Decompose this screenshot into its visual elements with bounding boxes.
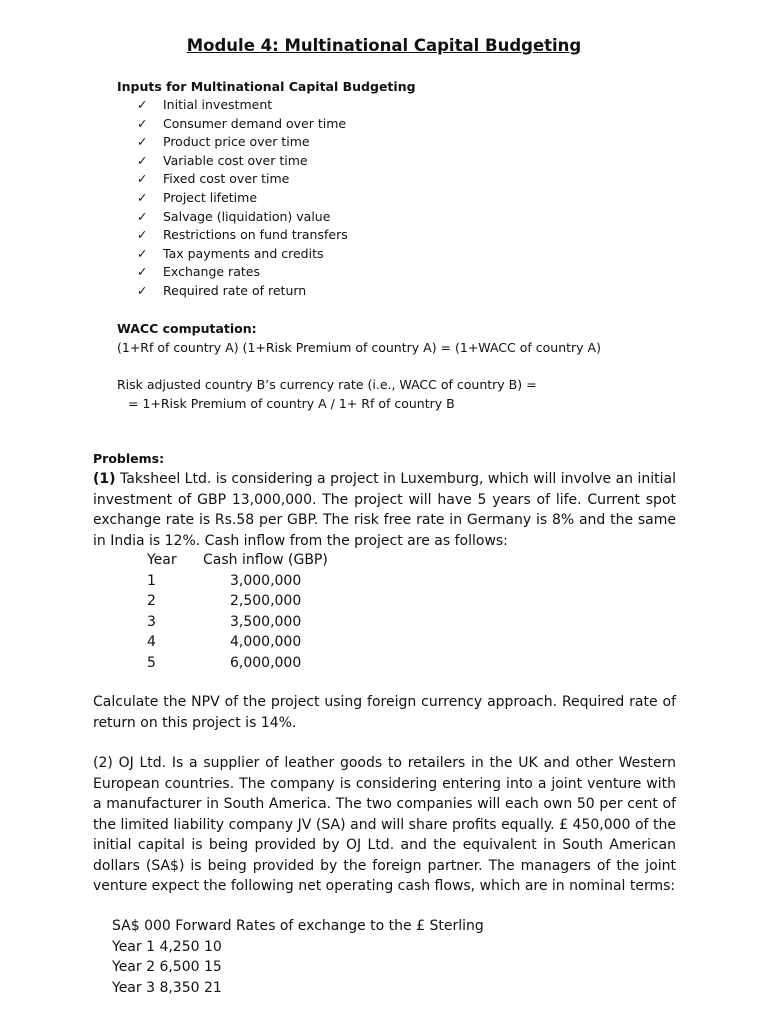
problem-2-table — [112, 916, 484, 998]
page-title: Module 4: Multinational Capital Budgeting — [186, 36, 582, 55]
list-item: ✓ Tax payments and credits — [137, 245, 348, 264]
checkmark-icon: ✓ — [137, 97, 148, 112]
risk-adjusted-line-2: = 1+Risk Premium of country A / 1+ Rf of country B — [128, 396, 455, 411]
inputs-heading: Inputs for Multinational Capital Budgeting — [117, 79, 416, 94]
problem-1-text: (1) Taksheel Ltd. is considering a project in Luxemburg, which will involve an initial investment of GBP 13,000,000. The project will have 5 years of life. Current spot exchange rate is Rs.58 per GBP. The risk free rate in Germany is 8% and the same in India is 12%. Cash inflow from the project are as follows: — [93, 471, 676, 549]
checkmark-icon: ✓ — [137, 227, 148, 243]
list-item: ✓ Project lifetime — [137, 189, 348, 208]
checkmark-icon: ✓ — [137, 134, 148, 150]
table-row: Year 2 6,500 15 — [112, 959, 222, 975]
checkmark-icon: ✓ — [137, 115, 148, 131]
problems-heading: Problems: — [93, 451, 165, 466]
wacc-heading: WACC computation: — [117, 321, 257, 336]
column-header-cash-inflow: Cash inflow (GBP) — [203, 552, 328, 568]
list-item: ✓ Salvage (liquidation) value — [137, 208, 348, 227]
list-item: ✓ Consumer demand over time — [137, 115, 348, 134]
list-item: ✓ Initial investment — [137, 96, 348, 115]
problem-2-text: (2) OJ Ltd. Is a supplier of leather goods to retailers in the UK and other Western European countries. The company is considering entering into a joint venture with a manufacturer in South America. The two companies will each own 50 per cent of the limited liability company JV (SA) and will share profits equally. £ 450,000 of the initial capital is being provided by OJ Ltd. and the equivalent in South American dollars (SA$) is being provided by the foreign partner. The managers of the joint venture expect the following net operating cash flows, which are in nominal terms: — [93, 755, 676, 894]
column-header-year: Year — [147, 552, 177, 568]
checkmark-icon: ✓ — [137, 282, 148, 298]
list-item: ✓ Variable cost over time — [137, 152, 348, 171]
checkmark-icon: ✓ — [137, 189, 148, 205]
table-row: Year 1 4,250 10 — [112, 938, 222, 955]
checkmark-icon: ✓ — [137, 171, 148, 187]
list-item: ✓ Fixed cost over time — [137, 170, 348, 189]
problem-1-question: Calculate the NPV of the project using foreign currency approach. Required rate of return on this project is 14%. — [93, 694, 676, 731]
checkmark-icon: ✓ — [137, 264, 148, 280]
inputs-checklist — [137, 96, 348, 301]
list-item: ✓ Required rate of return — [137, 282, 348, 301]
list-item: ✓ Product price over time — [137, 133, 348, 152]
checkmark-icon: ✓ — [137, 208, 148, 224]
list-item: ✓ Exchange rates — [137, 263, 348, 282]
risk-adjusted-line-1: Risk adjusted country B’s currency rate (i.e., WACC of country B) = — [117, 377, 537, 392]
checkmark-icon: ✓ — [137, 245, 148, 261]
problem-2-table-header: SA$ 000 Forward Rates of exchange to the £ Sterling — [112, 918, 484, 934]
table-row: Year 3 8,350 21 — [112, 979, 222, 996]
list-item: ✓ Restrictions on fund transfers — [137, 226, 348, 245]
checkmark-icon: ✓ — [137, 152, 148, 168]
wacc-formula: (1+Rf of country A) (1+Risk Premium of country A) = (1+WACC of country A) — [117, 340, 601, 355]
document-page: Module 4: Multinational Capital Budgeting Inputs for Multinational Capital Budgeting ✓ Initial investment ✓ Consumer demand over time ✓ Product price over time ✓ Variable cost over time ✓ Fixed cost over time ✓ Project lifetime ✓ Salvage (liquidation) value ✓ Restrictions on fund transfers ✓ Tax payments and credits ✓ Exchange rates ✓ Required rate of return WACC computation: (1+Rf of country A) (1+Risk Premium of country A) = (1+WACC of country A) Risk adjusted country B’s currency rate (i.e., WACC of country B) = = 1+Risk Premium of country A / 1+ Rf of country B Problems: (1) Taksheel Ltd. is considering a project in Luxemburg, which will involve an initial investment of GBP 13,000,000. The project will have 5 years of life. Current spot exchange rate is Rs.58 per GBP. The risk free rate in Germany is 8% and the same in India is 12%. Cash inflow from the project are as follows: Year Cash inflow (GBP) 1 3,000,000 2 2,500,000 3 3,500,000 4 4,000,000 5 6,000,000 Calculate the NPV of the project using foreign currency approach. Required rate of return on this project is 14%. (2) OJ Ltd. Is a supplier of leather goods to retailers in the UK and other Western European countries. The company is considering entering into a joint venture with a manufacturer in South America. The two companies will each own 50 per cent of the limited liability company JV (SA) and will share profits equally. £ 450,000 of the initial capital is being provided by OJ Ltd. and the equivalent in South American dollars (SA$) is being provided by the foreign partner. The managers of the joint venture expect the following net operating cash flows, which are in nominal terms: SA$ 000 Forward Rates of exchange to the £ Sterling Year 1 4,250 10 Year 2 6,500 15 Year 3 8,350 21 — [0, 0, 768, 1024]
problem-1-number: (1) — [93, 471, 116, 487]
